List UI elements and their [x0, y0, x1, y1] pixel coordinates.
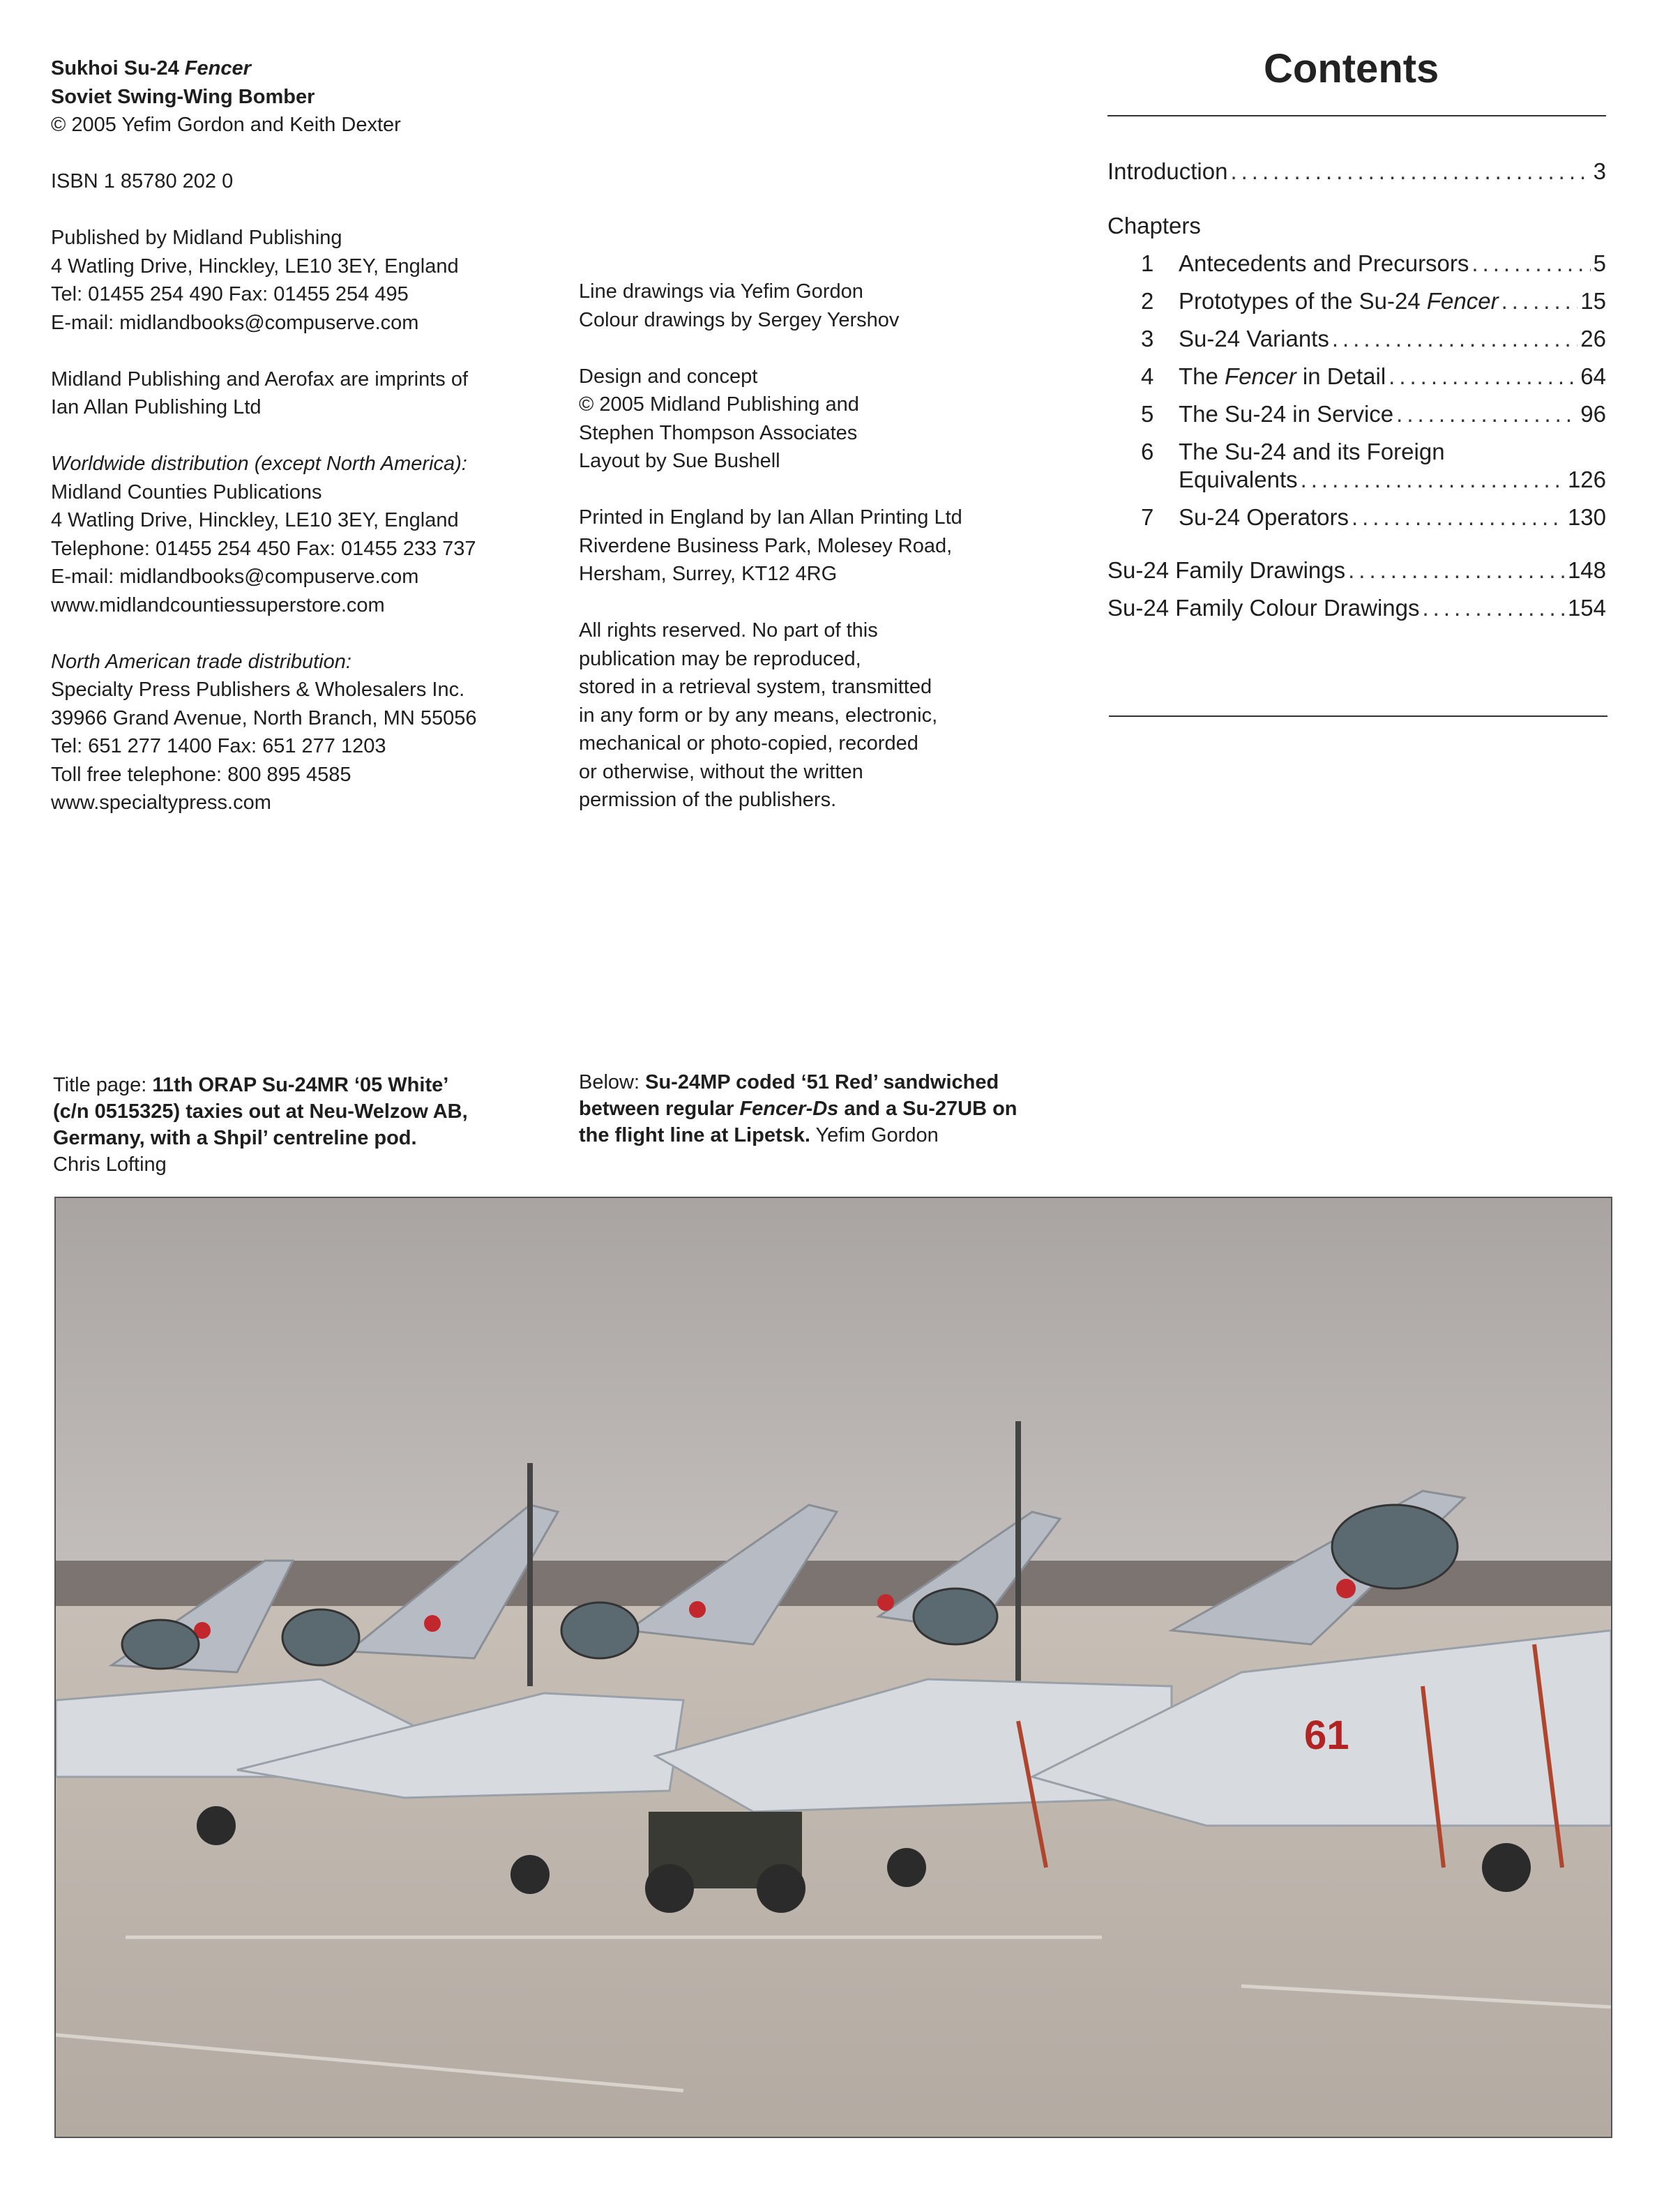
- rights-line: in any form or by any means, electronic,: [579, 704, 938, 727]
- contents-top-rule: [1107, 115, 1606, 116]
- leader-dots: [1352, 503, 1565, 531]
- toc-entry-title: The Fencer in Detail: [1179, 363, 1386, 389]
- toc-entry-title: Introduction: [1107, 158, 1228, 184]
- toc-entry-chapter-6[interactable]: [1107, 466, 1606, 494]
- book-copyright: © 2005 Yefim Gordon and Keith Dexter: [51, 114, 401, 136]
- toc: [1107, 158, 1606, 622]
- na-line: 39966 Grand Avenue, North Branch, MN 55056: [51, 706, 477, 729]
- na-line: Tel: 651 277 1400 Fax: 651 277 1203: [51, 735, 386, 757]
- design-line: Layout by Sue Bushell: [579, 450, 780, 472]
- book-subtitle: Soviet Swing-Wing Bomber: [51, 85, 315, 108]
- printed-line: Printed in England by Ian Allan Printing Ltd: [579, 506, 962, 529]
- chapter-number: 7: [1141, 504, 1154, 530]
- toc-entry-introduction[interactable]: [1107, 158, 1606, 185]
- imprint-column: [51, 54, 476, 817]
- leader-dots: [1501, 287, 1578, 315]
- leader-dots: [1348, 556, 1565, 584]
- drawings-line: Line drawings via Yefim Gordon: [579, 280, 863, 303]
- drawings-line: Colour drawings by Sergey Yershov: [579, 308, 900, 331]
- toc-entry-page: 26: [1580, 326, 1606, 351]
- toc-entry-page: 148: [1567, 557, 1606, 583]
- contents-bottom-rule: [1109, 715, 1607, 717]
- chapter-number: 4: [1141, 363, 1154, 389]
- toc-entry-page: 154: [1567, 595, 1606, 621]
- toc-entry-page: 15: [1580, 288, 1606, 314]
- toc-entry-title: Antecedents and Precursors: [1179, 250, 1469, 276]
- toc-entry-title: Su-24 Family Drawings: [1107, 557, 1346, 583]
- toc-entry-page: 5: [1593, 250, 1606, 276]
- design-line: Design and concept: [579, 365, 758, 388]
- worldwide-line: 4 Watling Drive, Hinckley, LE10 3EY, England: [51, 509, 459, 531]
- leader-dots: [1230, 158, 1590, 185]
- design-line: © 2005 Midland Publishing and: [579, 393, 859, 416]
- toc-entry-chapter-3[interactable]: [1107, 325, 1606, 353]
- toc-entry-chapter-7[interactable]: [1107, 503, 1606, 531]
- toc-entry-page: 126: [1567, 467, 1606, 492]
- chapter-number: 1: [1141, 250, 1154, 276]
- na-heading: North American trade distribution:: [51, 650, 351, 673]
- toc-entry-title: Equivalents: [1179, 467, 1298, 492]
- toc-entry-title: Su-24 Operators: [1179, 504, 1349, 530]
- leader-dots: [1471, 250, 1590, 278]
- leader-dots: [1332, 325, 1577, 353]
- toc-entry-title: The Su-24 and its Foreign: [1179, 439, 1445, 464]
- toc-entry-title: The Su-24 in Service: [1179, 401, 1394, 427]
- publisher-line: 4 Watling Drive, Hinckley, LE10 3EY, England: [51, 255, 459, 278]
- printed-line: Riverdene Business Park, Molesey Road,: [579, 534, 953, 557]
- caption-prefix: Below:: [579, 1071, 646, 1093]
- rights-line: permission of the publishers.: [579, 789, 837, 811]
- rights-line: publication may be reproduced,: [579, 647, 861, 670]
- toc-entry-title: Su-24 Family Colour Drawings: [1107, 595, 1420, 621]
- worldwide-heading: Worldwide distribution (except North America):: [51, 453, 467, 475]
- chapter-number: 2: [1141, 288, 1154, 314]
- toc-entry-page: 96: [1580, 401, 1606, 427]
- toc-entry-family-drawings[interactable]: [1107, 556, 1606, 584]
- worldwide-line: E-mail: midlandbooks@compuserve.com: [51, 566, 419, 588]
- imprints-line: Ian Allan Publishing Ltd: [51, 396, 262, 418]
- photo-illustration: [56, 1198, 1611, 2137]
- book-title: Sukhoi Su-24 Fencer: [51, 57, 251, 79]
- toc-entry-chapter-4[interactable]: [1107, 363, 1606, 391]
- na-line: www.specialtypress.com: [51, 791, 271, 814]
- chapter-number: 3: [1141, 326, 1154, 351]
- aircraft-code: 61: [1304, 1713, 1349, 1758]
- imprints-line: Midland Publishing and Aerofax are imprints of: [51, 368, 469, 391]
- toc-entry-title: Prototypes of the Su-24 Fencer: [1179, 288, 1499, 314]
- leader-dots: [1396, 400, 1577, 428]
- photo-credit: Chris Lofting: [53, 1153, 167, 1176]
- toc-entry-chapter-5[interactable]: [1107, 400, 1606, 428]
- chapters-label: Chapters: [1107, 213, 1201, 238]
- worldwide-line: www.midlandcountiessuperstore.com: [51, 593, 385, 616]
- isbn: ISBN 1 85780 202 0: [51, 170, 234, 192]
- worldwide-line: Midland Counties Publications: [51, 480, 322, 503]
- toc-entry-chapter-6-line1[interactable]: [1107, 438, 1606, 466]
- chapter-number: 6: [1141, 439, 1154, 464]
- toc-entry-page: 64: [1580, 363, 1606, 389]
- leader-dots: [1422, 594, 1564, 622]
- na-line: Toll free telephone: 800 895 4585: [51, 763, 351, 786]
- toc-entry-page: 3: [1593, 158, 1606, 184]
- toc-entry-chapter-2[interactable]: [1107, 287, 1606, 315]
- credits-column: [579, 278, 962, 815]
- toc-entry-page: 130: [1567, 504, 1606, 530]
- printed-line: Hersham, Surrey, KT12 4RG: [579, 563, 838, 585]
- title-page-caption: Title page: 11th ORAP Su-24MR ‘05 White’ (c/n 0515325) taxies out at Neu-Welzow AB, Germany, with a Shpil’ centreline pod. Chris Lofting: [53, 1072, 468, 1178]
- contents-title: Contents: [1264, 46, 1439, 91]
- design-line: Stephen Thompson Associates: [579, 421, 858, 444]
- na-line: Specialty Press Publishers & Wholesalers Inc.: [51, 679, 465, 701]
- leader-dots: [1389, 363, 1577, 391]
- publisher-line: Tel: 01455 254 490 Fax: 01455 254 495: [51, 283, 409, 305]
- toc-entry-title: Su-24 Variants: [1179, 326, 1329, 351]
- photo-credit: Yefim Gordon: [810, 1124, 939, 1146]
- rights-line: or otherwise, without the written: [579, 760, 863, 783]
- publisher-line: Published by Midland Publishing: [51, 227, 342, 249]
- toc-entry-chapter-1[interactable]: [1107, 250, 1606, 278]
- chapter-number: 5: [1141, 401, 1154, 427]
- caption-prefix: Title page:: [53, 1074, 153, 1096]
- leader-dots: [1301, 466, 1565, 494]
- toc-entry-colour-drawings[interactable]: [1107, 594, 1606, 622]
- publisher-line: E-mail: midlandbooks@compuserve.com: [51, 311, 419, 334]
- rights-line: All rights reserved. No part of this: [579, 619, 878, 642]
- rights-line: stored in a retrieval system, transmitted: [579, 676, 932, 698]
- rights-line: mechanical or photo-copied, recorded: [579, 732, 918, 755]
- worldwide-line: Telephone: 01455 254 450 Fax: 01455 233 737: [51, 537, 476, 560]
- below-caption: Below: Su-24MP coded ‘51 Red’ sandwiched between regular Fencer-Ds and a Su-27UB on the flight line at Lipetsk. Yefim Gordon: [579, 1071, 1017, 1146]
- aircraft-flightline-photo: [54, 1197, 1612, 2138]
